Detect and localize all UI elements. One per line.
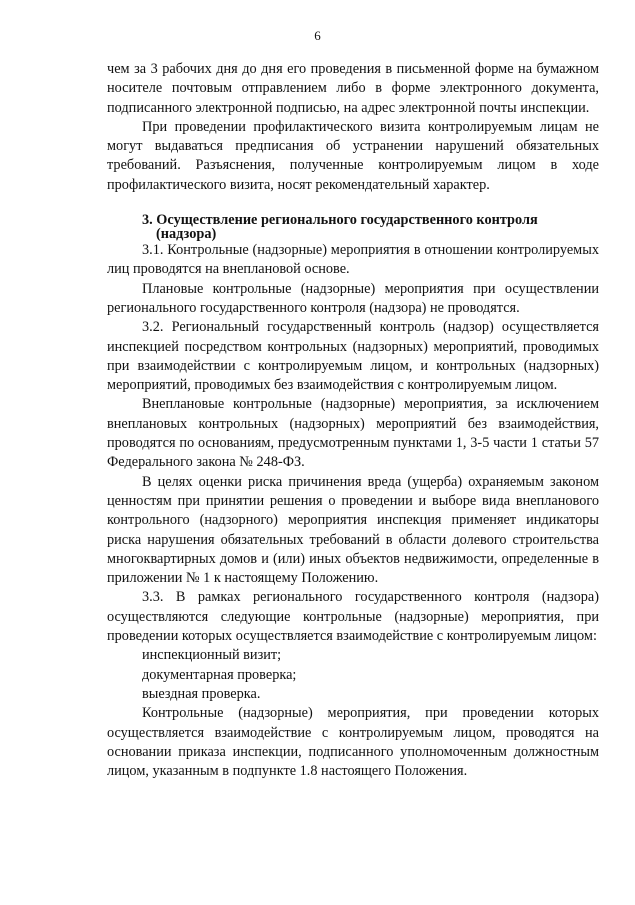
paragraph-3-2: 3.2. Региональный государственный контроль (надзор) осуществляется инспекцией посредством контрольных (надзорных) мероприятий, проводимых при взаимодействии с контролируемым лицом, и контрольных (надзорных) мероприятий, проводимых без взаимодействия с контролируемым лицом. — [107, 319, 599, 394]
page-body — [107, 60, 599, 781]
section-heading-line2: (надзора) — [156, 226, 217, 243]
paragraph-risk-indicators: В целях оценки риска причинения вреда (ущерба) охраняемым законом ценностям при принятии решения о проведении и выборе вида внепланового контрольного (надзорного) мероприятия инспекция применяет индикаторы риска нарушения обязательных требований в области долевого строительства многоквартирных домов и (или) иных объектов недвижимости, определенные в приложении № 1 к настоящему Положению. — [107, 473, 599, 587]
paragraph-planned: Плановые контрольные (надзорные) мероприятия при осуществлении регионального государственного контроля (надзора) не проводятся. — [107, 280, 599, 316]
paragraph-continued: чем за 3 рабочих дня до дня его проведения в письменной форме на бумажном носителе почтовым отправлением либо в форме электронного документа, подписанного электронной подписью, на адрес электронной почты инспекции. — [107, 61, 599, 116]
paragraph-closing: Контрольные (надзорные) мероприятия, при проведении которых осуществляется взаимодействие с контролируемым лицом, проводятся на основании приказа инспекции, подписанного уполномоченным должностным лицом, указанным в подпункте 1.8 настоящего Положения. — [107, 705, 599, 780]
paragraph-unplanned: Внеплановые контрольные (надзорные) мероприятия, за исключением внеплановых контрольных (надзорных) мероприятий без взаимодействия, проводятся по основаниям, предусмотренным пунктами 1, 3-5 части 1 статьи 57 Федерального закона № 248-ФЗ. — [107, 396, 599, 471]
list-item: документарная проверка; — [142, 666, 297, 683]
section-heading-line1: 3. Осуществление регионального государственного контроля — [142, 212, 538, 229]
section-heading — [107, 213, 599, 241]
paragraph-3-3: 3.3. В рамках регионального государственного контроля (надзора) осуществляются следующие контрольные (надзорные) мероприятия, при проведении которых осуществляется взаимодействие с контролируемым лицом: — [107, 589, 599, 645]
list-item: инспекционный визит; — [142, 647, 282, 664]
paragraph-preventive-visit: При проведении профилактического визита контролируемым лицам не могут выдаваться предписания об устранении нарушений обязательных требований. Разъяснения, полученные контролируемым лицом в ходе профилактического визита, носят рекомендательный характер. — [107, 118, 599, 193]
list-item: выездная проверка. — [142, 685, 261, 702]
paragraph-3-1: 3.1. Контрольные (надзорные) мероприятия в отношении контролируемых лиц проводятся на внеплановой основе. — [107, 242, 599, 278]
page-number: 6 — [314, 28, 321, 43]
